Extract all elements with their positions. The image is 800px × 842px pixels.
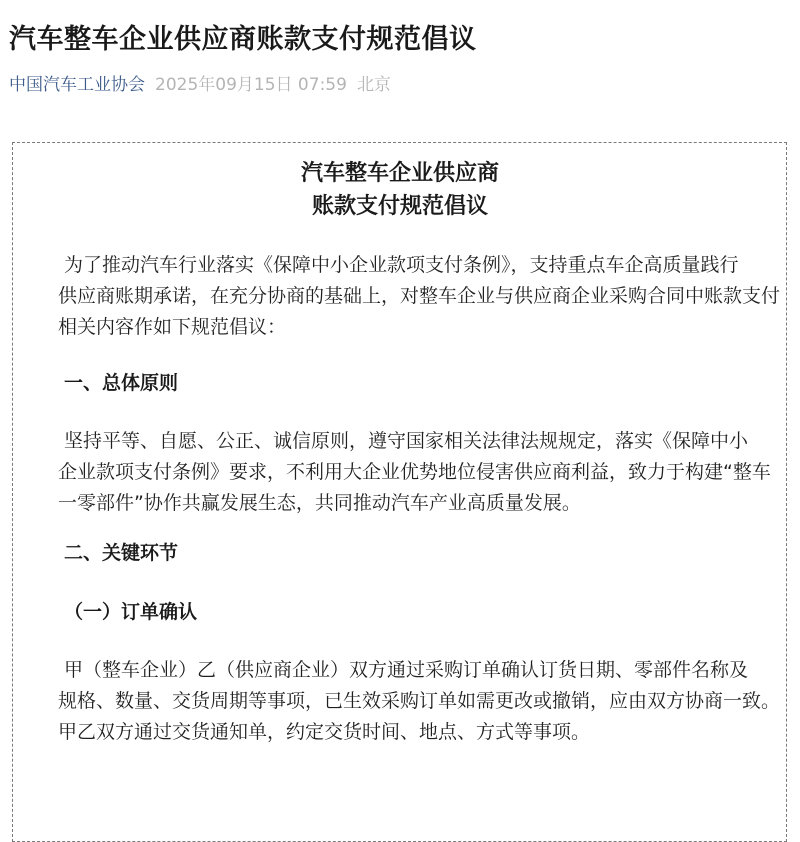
section-1-paragraph [60, 426, 780, 519]
publish-location: 北京 [356, 75, 391, 95]
article-title: 汽车整车企业供应商账款支付规范倡议 [9, 24, 477, 55]
section-1-heading: 一、总体原则 [64, 372, 179, 394]
intro-paragraph [60, 250, 780, 343]
document-title-line-1: 汽车整车企业供应商 [300, 161, 499, 186]
subsection-1-heading: （一）订单确认 [64, 601, 198, 623]
article-meta [9, 72, 391, 98]
intro-line-3: 相关内容作如下规范倡议： [58, 316, 287, 338]
section-1-line-3: 一零部件”协作共赢发展生态，共同推动汽车产业高质量发展。 [58, 492, 581, 514]
intro-line-1: 为了推动汽车行业落实《保障中小企业款项支付条例》，支持重点车企高质量践行 [64, 254, 739, 276]
document-title-line-2: 账款支付规范倡议 [311, 194, 488, 219]
section-1-line-2: 企业款项支付条例》要求，不利用大企业优势地位侵害供应商利益，致力于构建“整车 [58, 461, 771, 483]
subsection-1-line-3: 甲乙双方通过交货通知单，约定交货时间、地点、方式等事项。 [58, 721, 591, 743]
section-2-heading: 二、关键环节 [64, 542, 179, 564]
publish-date: 2025年09月15日 07:59 [155, 75, 347, 95]
source-account-link[interactable]: 中国汽车工业协会 [9, 75, 145, 95]
subsection-1-line-2: 规格、数量、交货周期等事项，已生效采购订单如需更改或撤销，应由双方协商一致。 [58, 690, 781, 712]
intro-line-2: 供应商账期承诺，在充分协商的基础上，对整车企业与供应商企业采购合同中账款支付 [58, 285, 781, 307]
subsection-1-paragraph [60, 655, 780, 748]
subsection-1-line-1: 甲（整车企业）乙（供应商企业）双方通过采购订单确认订货日期、零部件名称及 [64, 659, 749, 681]
section-1-line-1: 坚持平等、自愿、公正、诚信原则，遵守国家相关法律法规规定，落实《保障中小 [64, 430, 749, 452]
